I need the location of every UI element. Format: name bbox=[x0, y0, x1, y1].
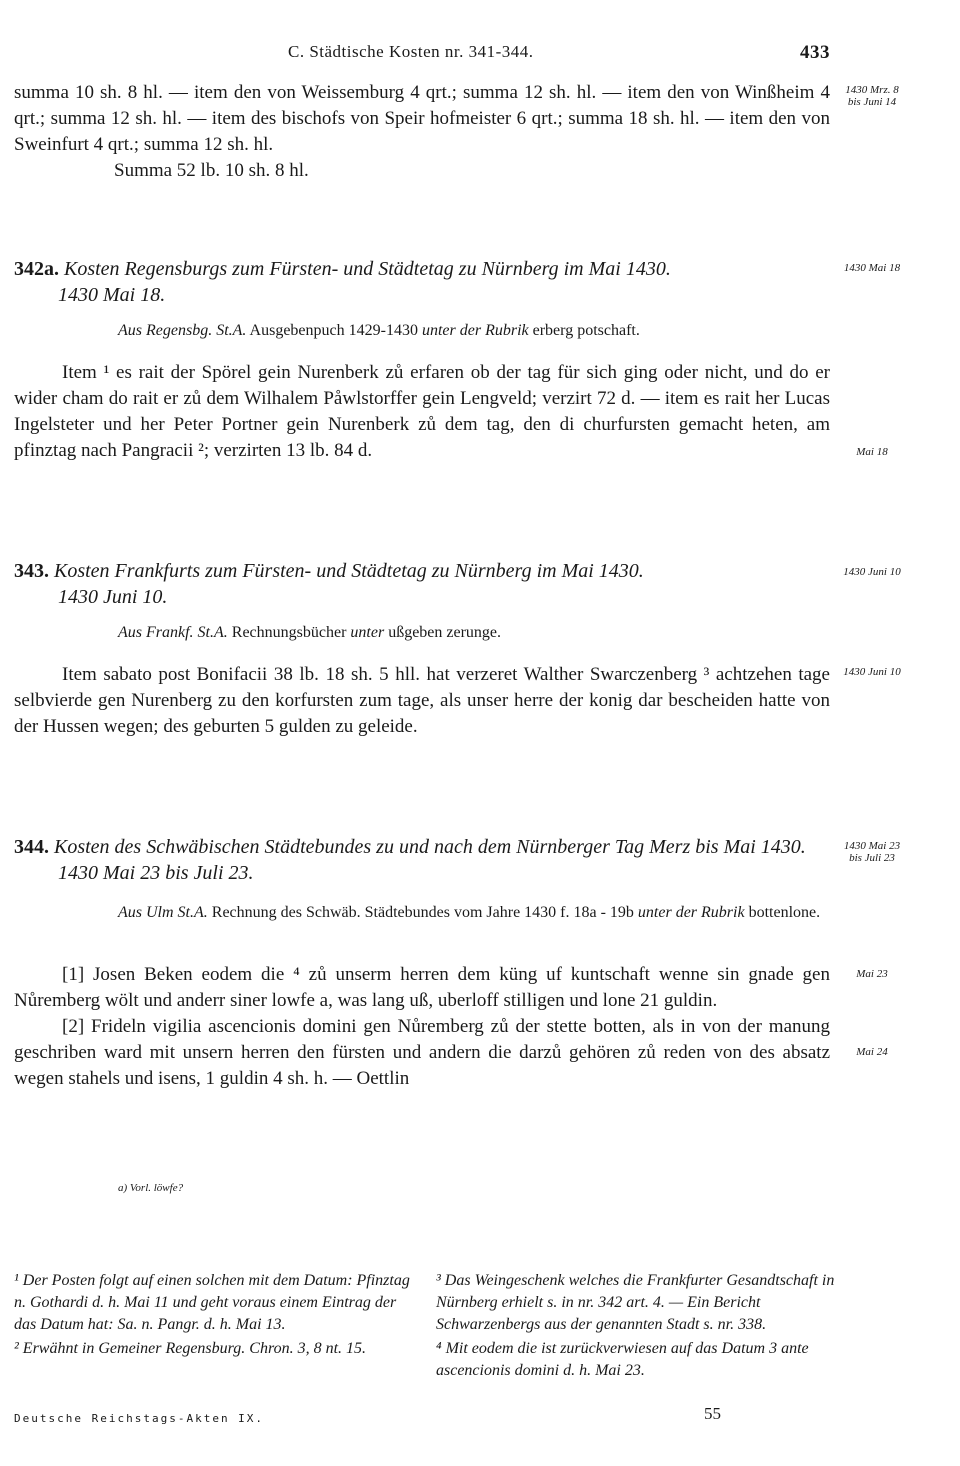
intro-text: summa 10 sh. 8 hl. — item den von Weissemburg 4 qrt.; summa 12 sh. hl. — item den von Winßheim 4 qrt.; summa 12 sh. hl. — item des bischofs von Speir hofmeister 6 qrt.; summa 18 sh. hl. — item den von Sweinfurt 4 qrt.; summa 12 sh. hl. bbox=[14, 82, 830, 155]
source-343 bbox=[118, 622, 838, 644]
section-title: Kosten Regensburgs zum Fürsten- und Städtetag zu Nürnberg im Mai 1430. bbox=[64, 258, 671, 280]
section-344-heading bbox=[14, 834, 830, 886]
footnote-2: ² Erwähnt in Gemeiner Regensburg. Chron. 3, 8 nt. 15. bbox=[14, 1340, 367, 1357]
header-title: C. Städtische Kosten nr. 341-344. bbox=[288, 42, 534, 61]
paragraphs-344 bbox=[14, 962, 830, 1092]
footnote-4: ⁴ Mit eodem die ist zurückverwiesen auf das Datum 3 ante ascencionis domini d. h. Mai 23. bbox=[436, 1340, 809, 1379]
source-rubric: ußgeben zerunge. bbox=[388, 624, 502, 641]
footnotes-left bbox=[14, 1270, 414, 1362]
sheet-number: 55 bbox=[704, 1404, 721, 1423]
paragraph-2: [2] Frideln vigilia ascencionis domini gen Nůremberg zů der stette botten, als in von der manung geschriben ward mit unsern herren den fürsten und andern die darzů gehören zů reden von des absatz wegen stahels und isens, 1 guldin 4 sh. h. — Oettlin bbox=[14, 1016, 830, 1089]
section-date: 1430 Mai 18. bbox=[58, 284, 166, 306]
paragraph-342a bbox=[14, 360, 830, 464]
margin-date-intro: 1430 Mrz. 8 bis Juni 14 bbox=[845, 84, 899, 108]
margin-date-342a: 1430 Mai 18 bbox=[843, 262, 901, 274]
margin-date-344-p2: Mai 24 bbox=[856, 1046, 888, 1058]
page-number: 433 bbox=[800, 42, 830, 63]
section-number: 343. bbox=[14, 560, 49, 582]
intro-block bbox=[14, 80, 830, 184]
source-volume: Rechnungsbücher bbox=[231, 624, 347, 641]
source-rubric: bottenlone. bbox=[748, 904, 821, 921]
source-rubric-label: unter bbox=[350, 624, 385, 641]
section-343-heading bbox=[14, 558, 830, 610]
section-date: 1430 Juni 10. bbox=[58, 586, 168, 608]
source-rubric: erberg potschaft. bbox=[532, 322, 640, 339]
margin-date-343: 1430 Juni 10 bbox=[843, 566, 901, 578]
footnotes-right bbox=[436, 1270, 836, 1384]
section-date: 1430 Mai 23 bis Juli 23. bbox=[58, 862, 254, 884]
margin-date-344: 1430 Mai 23 bis Juli 23 bbox=[843, 840, 901, 864]
section-title: Kosten des Schwäbischen Städtebundes zu und nach dem Nürnberger Tag Merz bis Mai 1430. bbox=[54, 836, 806, 858]
margin-date-343-2: 1430 Juni 10 bbox=[843, 666, 901, 678]
intro-summa: Summa 52 lb. 10 sh. 8 hl. bbox=[114, 160, 309, 181]
source-volume: Rechnung des Schwäb. Städtebundes vom Jahre 1430 f. 18a - 19b bbox=[211, 904, 634, 921]
section-342a-heading bbox=[14, 256, 830, 308]
source-rubric-label: unter der Rubrik bbox=[637, 904, 745, 921]
footnote-1: ¹ Der Posten folgt auf einen solchen mit dem Datum: Pfinztag n. Gothardi d. h. Mai 11 und geht voraus einem Eintrag der das Datum hat: Sa. n. Pangr. d. h. Mai 13. bbox=[14, 1272, 410, 1333]
paragraph-text: Item sabato post Bonifacii 38 lb. 18 sh. 5 hll. hat verzeret Walther Swarczenberg ³ achtzehen tage selbvierde gen Nurenberg zu den korfursten zum tage, als unser herre der konig dar bescheiden hatte von der Hussen wegen; des geburten 5 gulden zu geleide. bbox=[14, 664, 830, 737]
source-342a bbox=[118, 320, 838, 342]
source-344 bbox=[118, 902, 838, 924]
section-number: 344. bbox=[14, 836, 49, 858]
source-archive: Aus Ulm St.A. bbox=[118, 904, 208, 921]
textual-note: a) Vorl. löwfe? bbox=[118, 1182, 184, 1194]
paragraph-343 bbox=[14, 662, 830, 740]
source-archive: Aus Regensbg. St.A. bbox=[118, 322, 247, 339]
margin-date-342a-2: Mai 18 bbox=[856, 446, 888, 458]
source-rubric-label: unter der Rubrik bbox=[421, 322, 529, 339]
paragraph-text: Item ¹ es rait der Spörel gein Nurenberk zů erfaren ob der tag für sich ging oder nicht, und do er wider cham do rait er zů dem Wilhalem Påwlstorffer gein Lengveld; verzirt 72 d. — item es rait her Lucas Ingelsteter und her Peter Portner gein Nurenberk zů dem tag, den di churfursten gemacht heten, am pfinztag nach Pangracii ²; verzirten 13 lb. 84 d. bbox=[14, 362, 830, 461]
margin-date-344-p1: Mai 23 bbox=[856, 968, 888, 980]
series-footer: Deutsche Reichstags-Akten IX. bbox=[14, 1412, 265, 1425]
paragraph-1: [1] Josen Beken eodem die ⁴ zů unserm herren dem küng uf kuntschaft wenne sin gnade gen Nůremberg wölt und anderr siner lowfe a, was lang uß, uberloff stilligen und lone 21 guldin. bbox=[14, 964, 830, 1011]
footnote-3: ³ Das Weingeschenk welches die Frankfurter Gesandtschaft in Nürnberg erhielt s. in nr. 342 art. 4. — Ein Bericht Schwarzenbergs aus der genannten Stadt s. nr. 338. bbox=[436, 1272, 835, 1333]
section-number: 342a. bbox=[14, 258, 59, 280]
section-title: Kosten Frankfurts zum Fürsten- und Städtetag zu Nürnberg im Mai 1430. bbox=[54, 560, 644, 582]
source-volume: Ausgebenpuch 1429-1430 bbox=[249, 322, 418, 339]
source-archive: Aus Frankf. St.A. bbox=[118, 624, 228, 641]
